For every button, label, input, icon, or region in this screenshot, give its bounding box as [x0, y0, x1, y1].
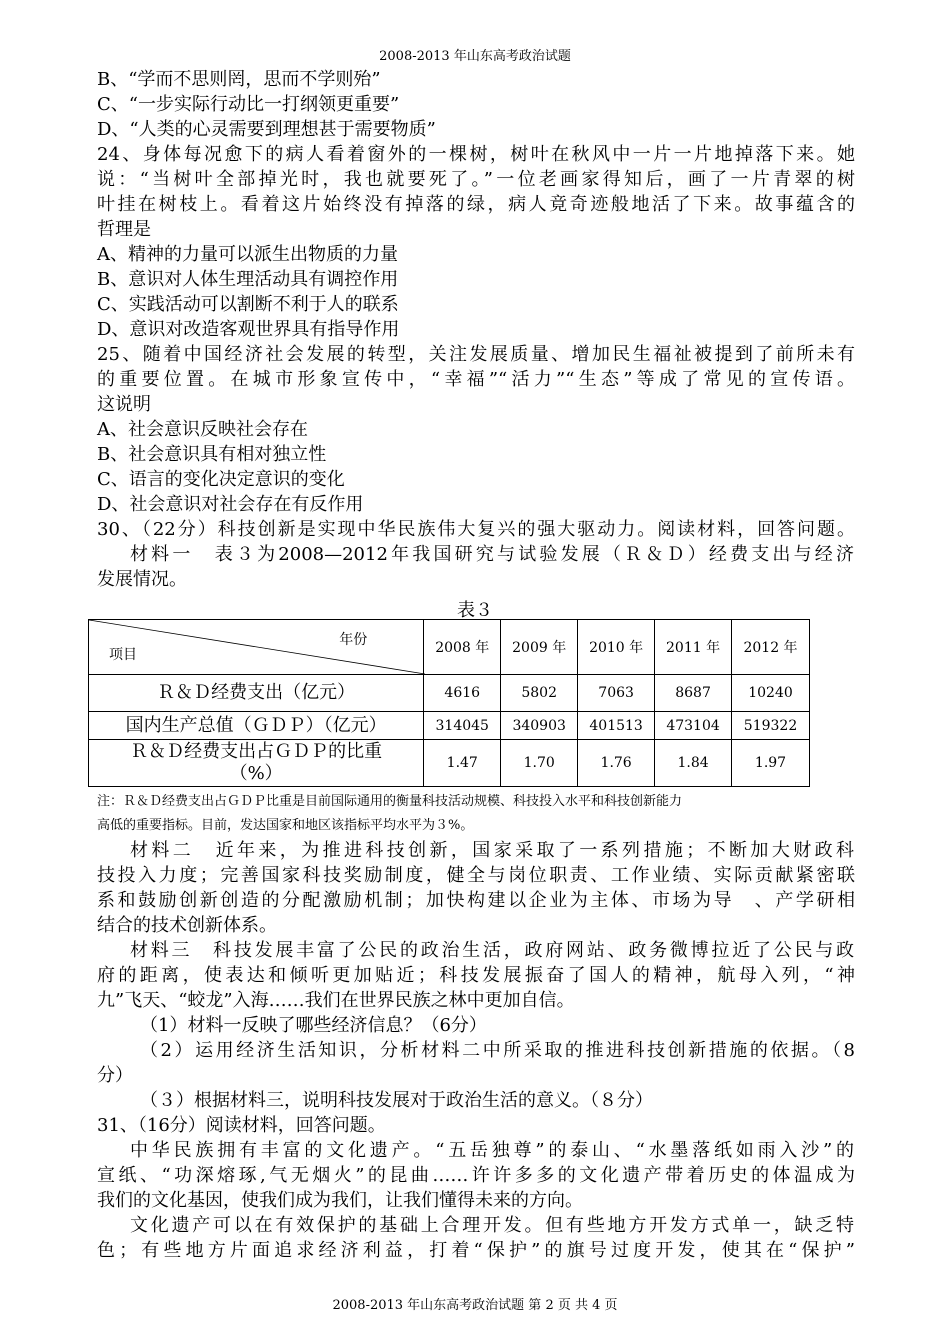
- table-row: [89, 675, 810, 712]
- table-cell: 1.76: [578, 740, 655, 787]
- table-cell: 519322: [732, 712, 810, 740]
- option-b-q24: B、意识对人体生理活动具有调控作用: [97, 269, 399, 290]
- table-cell: 5802: [501, 675, 578, 712]
- option-b-q25: B、社会意识具有相对独立性: [97, 444, 327, 465]
- table-cell: 10240: [732, 675, 810, 712]
- table-cell: 314045: [424, 712, 501, 740]
- material-2-line: 技投入力度；完善国家科技奖励制度，健全与岗位职责、工作业绩、实际贡献紧密联: [97, 865, 855, 886]
- row-label: [89, 740, 424, 787]
- material-2-line: 结合的技术创新体系。: [97, 915, 277, 936]
- question-31-material: 我们的文化基因，使我们成为我们，让我们懂得未来的方向。: [97, 1190, 583, 1211]
- table-corner-cell: [89, 620, 424, 675]
- year-header: 2008 年: [424, 620, 501, 675]
- table-cell: 1.47: [424, 740, 501, 787]
- table-cell: 1.70: [501, 740, 578, 787]
- question-25-line: 25、随着中国经济社会发展的转型，关注发展质量、增加民生福祉被提到了前所未有: [97, 344, 855, 365]
- material-3-line: 九”飞天、“蛟龙”入海……我们在世界民族之林中更加自信。: [97, 990, 575, 1011]
- sub-question-1: （1）材料一反映了哪些经济信息？（6分）: [140, 1015, 487, 1036]
- table-note: 高低的重要指标。目前，发达国家和地区该指标平均水平为３%。: [97, 818, 474, 833]
- option-d-q24: D、意识对改造客观世界具有指导作用: [97, 319, 400, 340]
- question-31-material: 色；有些地方片面追求经济利益，打着“保护”的旗号过度开发，使其在“保护”: [97, 1240, 855, 1261]
- table-row: [89, 712, 810, 740]
- table-cell: 401513: [578, 712, 655, 740]
- data-table: [88, 619, 810, 787]
- option-a-q25: A、社会意识反映社会存在: [97, 419, 308, 440]
- corner-label-item: 项目: [109, 647, 137, 663]
- table-cell: 4616: [424, 675, 501, 712]
- table-cell: 340903: [501, 712, 578, 740]
- sub-question-2: 分）: [97, 1065, 133, 1086]
- year-header: 2009 年: [501, 620, 578, 675]
- option-d-q23: D、“人类的心灵需要到理想甚于需要物质”: [97, 119, 436, 140]
- table-cell: 8687: [655, 675, 732, 712]
- question-30-intro: 30、（22分）科技创新是实现中华民族伟大复兴的强大驱动力。阅读材料，回答问题。: [97, 519, 855, 540]
- question-31-material: 文化遗产可以在有效保护的基础上合理开发。但有些地方开发方式单一，缺乏特: [130, 1215, 854, 1236]
- row-label: 国内生产总值（ＧＤＰ）（亿元）: [89, 712, 424, 740]
- option-c-q24: C、实践活动可以割断不利于人的联系: [97, 294, 399, 315]
- year-header: 2012 年: [732, 620, 810, 675]
- option-d-q25: D、社会意识对社会存在有反作用: [97, 494, 364, 515]
- option-c-q23: C、“一步实际行动比一打纲领更重要”: [97, 94, 400, 115]
- material-3-line: 材料三 科技发展丰富了公民的政治生活，政府网站、政务微博拉近了公民与政: [130, 940, 854, 961]
- question-24-line: 说：“当树叶全部掉光时，我也就要死了。”一位老画家得知后，画了一片青翠的树: [97, 169, 855, 190]
- table-cell: 1.97: [732, 740, 810, 787]
- question-24-line: 哲理是: [97, 219, 151, 240]
- question-25-line: 的重要位置。在城市形象宣传中，“幸福”“活力”“生态”等成了常见的宣传语。: [97, 369, 855, 390]
- material-2-line: 系和鼓励创新创造的分配激励机制；加快构建以企业为主体、市场为导 、产学研相: [97, 890, 855, 911]
- row-label-line: Ｒ＆Ｄ经费支出占ＧＤＰ的比重: [130, 741, 383, 762]
- question-25-line: 这说明: [97, 394, 151, 415]
- question-31-material: 宣纸、“功深熔琢,气无烟火”的昆曲……许许多多的文化遗产带着历史的体温成为: [97, 1165, 855, 1186]
- material-1-line: 材料一 表３为2008—2012年我国研究与试验发展（Ｒ＆Ｄ）经费支出与经济: [130, 544, 854, 565]
- question-24-line: 24、身体每况愈下的病人看着窗外的一棵树，树叶在秋风中一片一片地掉落下来。她: [97, 144, 855, 165]
- corner-label-year: 年份: [339, 632, 368, 648]
- sub-question-3: （３）根据材料三，说明科技发展对于政治生活的意义。（８分）: [140, 1090, 653, 1111]
- table-row: [89, 740, 810, 787]
- material-3-line: 府的距离，使表达和倾听更加贴近；科技发展振奋了国人的精神，航母入列，“神: [97, 965, 855, 986]
- question-31-material: 中华民族拥有丰富的文化遗产。“五岳独尊”的泰山、“水墨落纸如雨入沙”的: [130, 1140, 854, 1161]
- material-2-line: 材料二 近年来，为推进科技创新，国家采取了一系列措施；不断加大财政科: [130, 840, 854, 861]
- year-header: 2011 年: [655, 620, 732, 675]
- option-a-q24: A、精神的力量可以派生出物质的力量: [97, 244, 398, 265]
- sub-question-2: （2）运用经济生活知识，分析材料二中所采取的推进科技创新措施的依据。（8: [140, 1040, 855, 1061]
- row-label: Ｒ＆Ｄ经费支出（亿元）: [89, 675, 424, 712]
- table-note: 注：Ｒ＆Ｄ经费支出占ＧＤＰ比重是目前国际通用的衡量科技活动规模、科技投入水平和科技创新能力: [97, 794, 683, 809]
- page-header: 2008-2013 年山东高考政治试题: [379, 49, 571, 64]
- table-cell: 473104: [655, 712, 732, 740]
- table-cell: 1.84: [655, 740, 732, 787]
- table-cell: 7063: [578, 675, 655, 712]
- page-footer: 2008-2013 年山东高考政治试题 第 2 页 共 4 页: [332, 1298, 618, 1313]
- material-1-line: 发展情况。: [97, 569, 187, 590]
- option-c-q25: C、语言的变化决定意识的变化: [97, 469, 345, 490]
- option-b-q23: B、“学而不思则罔，思而不学则殆”: [97, 69, 381, 90]
- question-31-intro: 31、（16分）阅读材料，回答问题。: [97, 1115, 386, 1136]
- diagonal-divider: [89, 620, 425, 674]
- row-label-unit: （%）: [229, 763, 283, 784]
- table-header-row: [89, 620, 810, 675]
- table-caption: 表３: [457, 600, 493, 621]
- year-header: 2010 年: [578, 620, 655, 675]
- question-24-line: 叶挂在树枝上。看着这片始终没有掉落的绿，病人竟奇迹般地活了下来。故事蕴含的: [97, 194, 855, 215]
